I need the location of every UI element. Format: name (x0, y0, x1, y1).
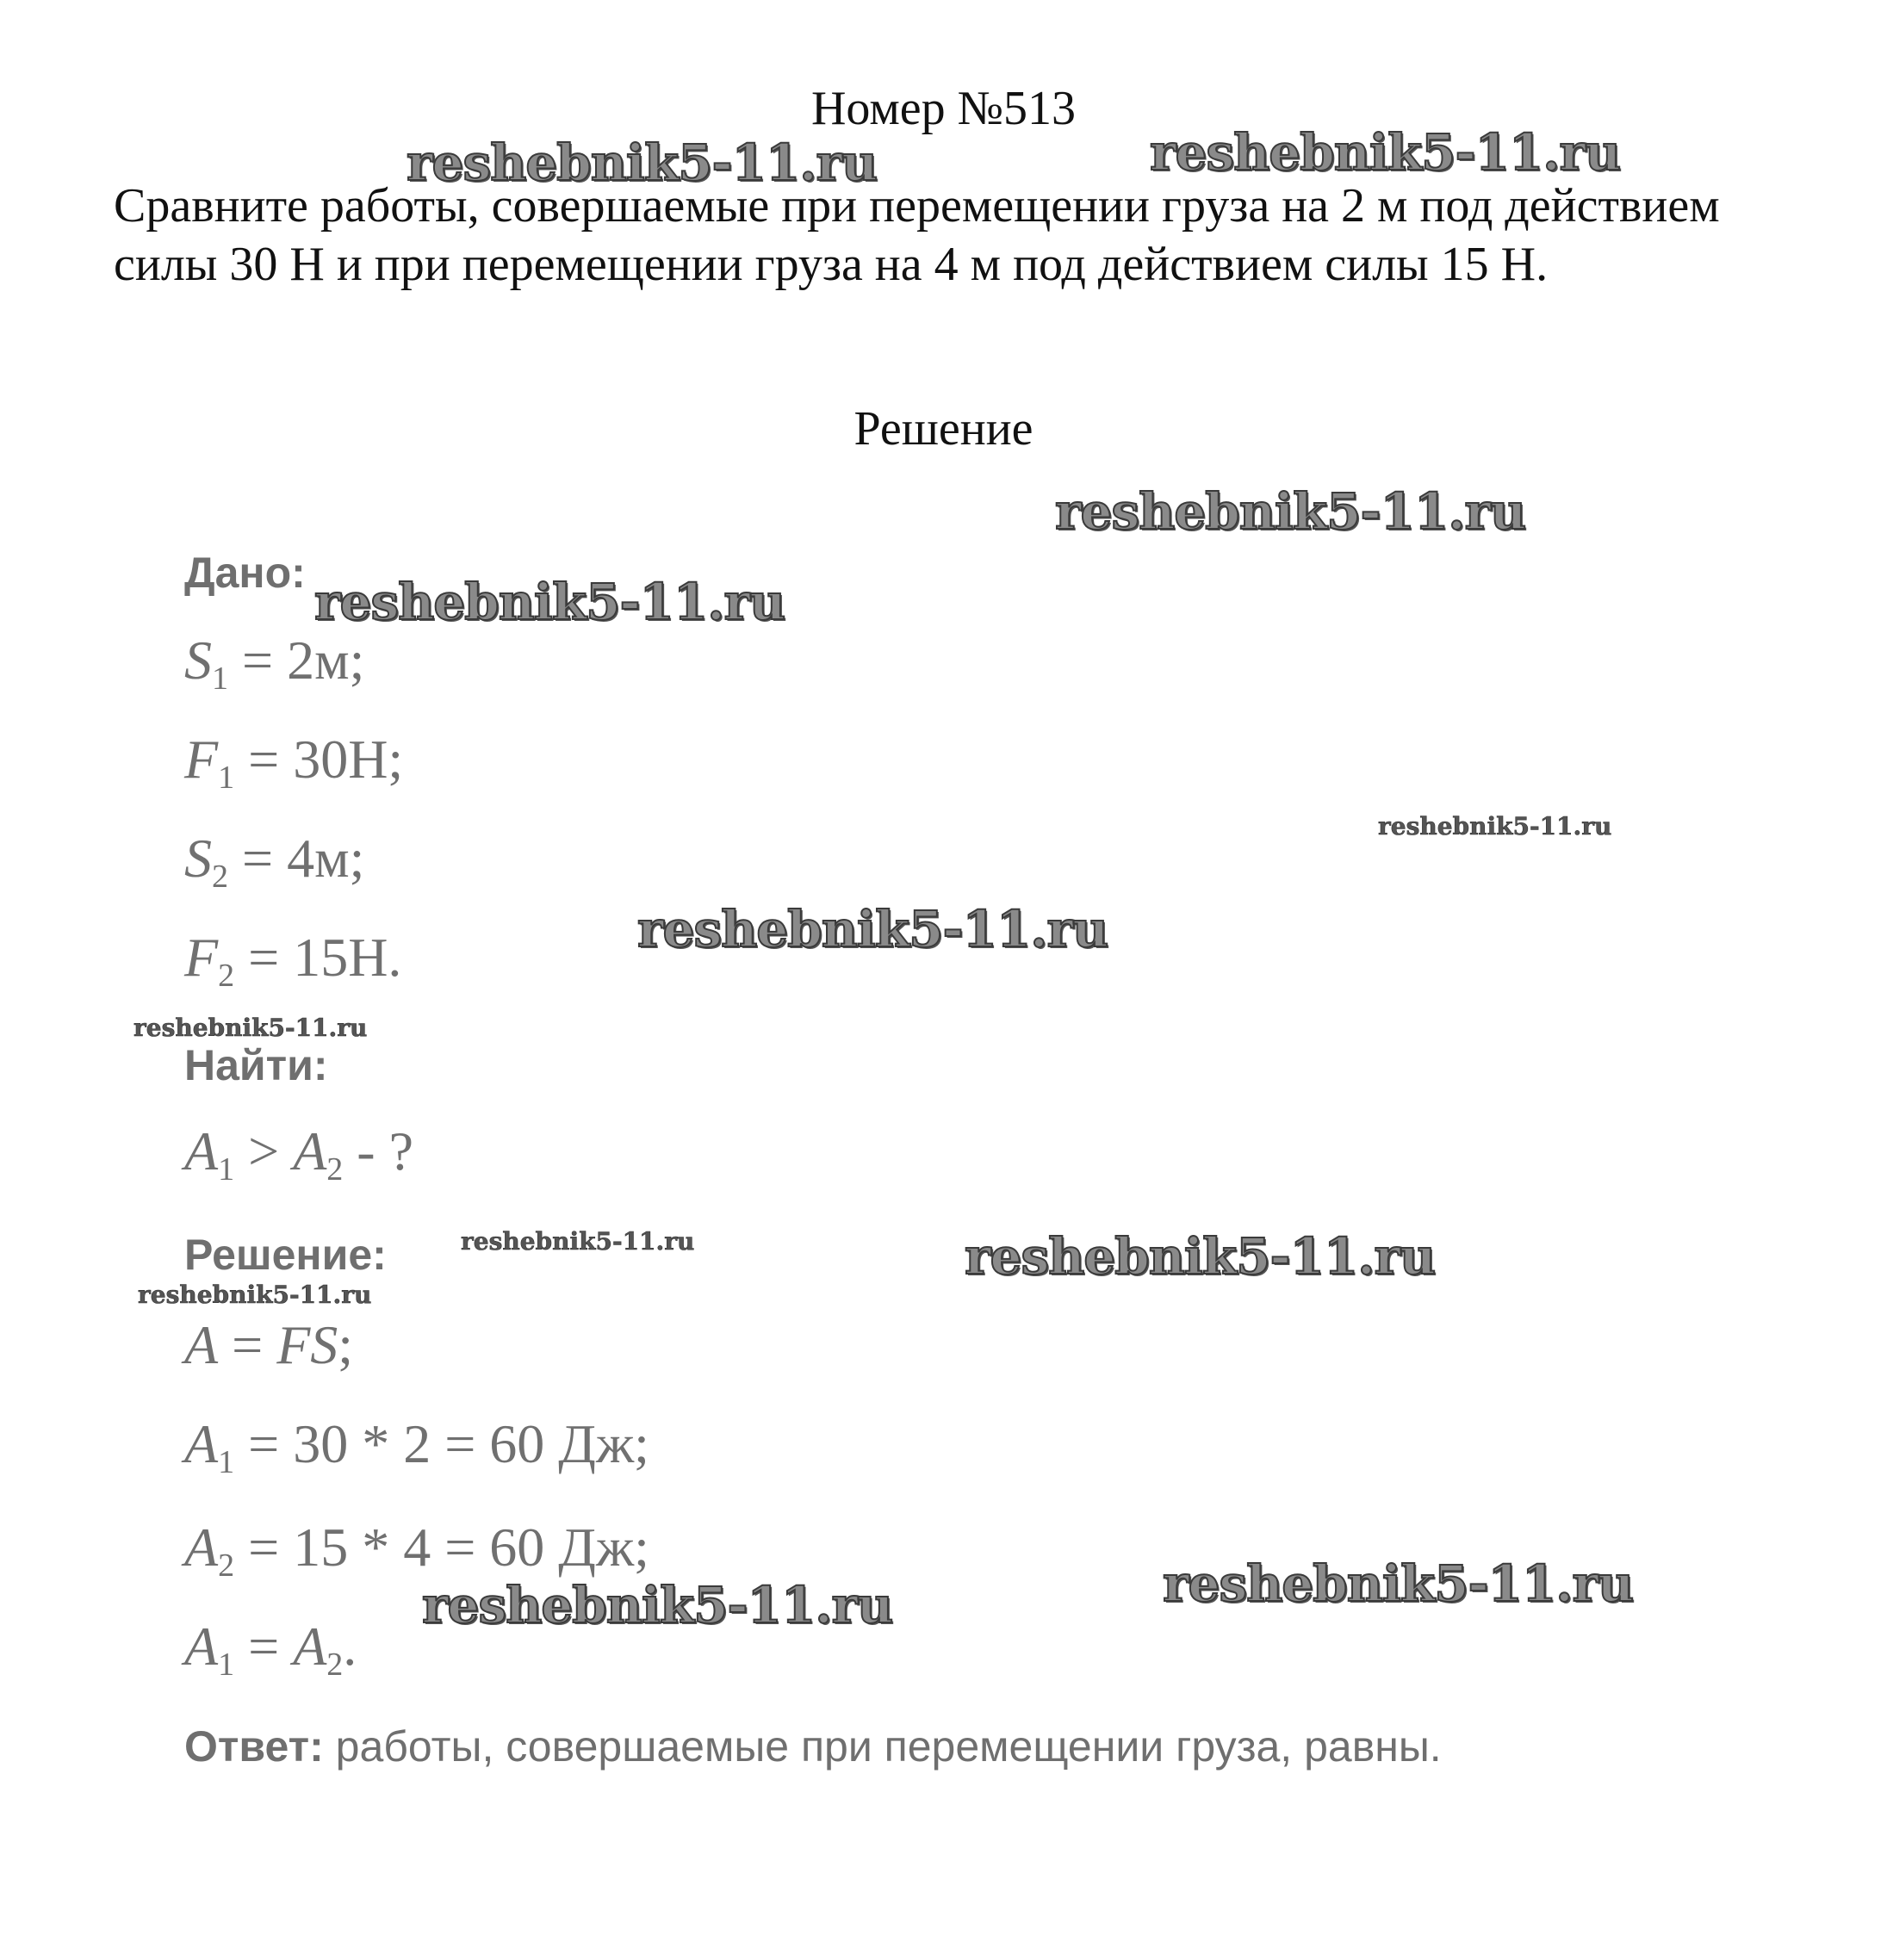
page-title: Номер №513 (810, 82, 1077, 135)
watermark: reshebnik5-11.ru (637, 900, 1108, 958)
watermark: reshebnik5-11.ru (965, 1227, 1436, 1286)
find-label: Найти: (184, 1041, 328, 1089)
watermark: reshebnik5-11.ru (461, 1227, 695, 1256)
watermark: reshebnik5-11.ru (138, 1281, 372, 1309)
answer-line: Ответ: работы, совершаемые при перемещении груза, равны. (184, 1722, 1442, 1771)
solution-line-a1: $A_1 = 30 * 2 = 60$ Дж; (184, 1413, 649, 1480)
watermark: reshebnik5-11.ru (1055, 482, 1526, 541)
given-item-s1: $S_1 = 2м$; (184, 630, 365, 697)
given-label: Дано: (184, 549, 306, 597)
watermark: reshebnik5-11.ru (133, 1014, 368, 1042)
watermark: reshebnik5-11.ru (407, 133, 878, 192)
given-item-s2: $S_2 = 4м$; (184, 828, 365, 895)
watermark: reshebnik5-11.ru (1378, 812, 1612, 840)
given-item-f2: $F_2 = 15Н$. (184, 927, 402, 994)
solution-formula: A = FS; (184, 1314, 354, 1375)
solution-conclusion: $A_1 = A_2$. (184, 1616, 357, 1683)
watermark: reshebnik5-11.ru (314, 573, 785, 631)
solution-line-a2: $A_2 = 15 * 4 = 60$ Дж; (184, 1517, 649, 1584)
watermark: reshebnik5-11.ru (1163, 1554, 1634, 1613)
solution-label: Решение: (184, 1231, 387, 1279)
watermark: reshebnik5-11.ru (422, 1576, 893, 1634)
watermark: reshebnik5-11.ru (1150, 123, 1621, 182)
find-expression: $A_1 > A_2$ - ? (184, 1120, 413, 1188)
problem-text: Сравните работы, совершаемые при перемещении груза на 2 м под действием силы 30 Н и при перемещении груза на 4 м под действием силы 15 Н. (114, 179, 1720, 291)
solution-heading: Решение (853, 402, 1034, 456)
given-item-f1: $F_1 = 30Н$; (184, 729, 404, 796)
